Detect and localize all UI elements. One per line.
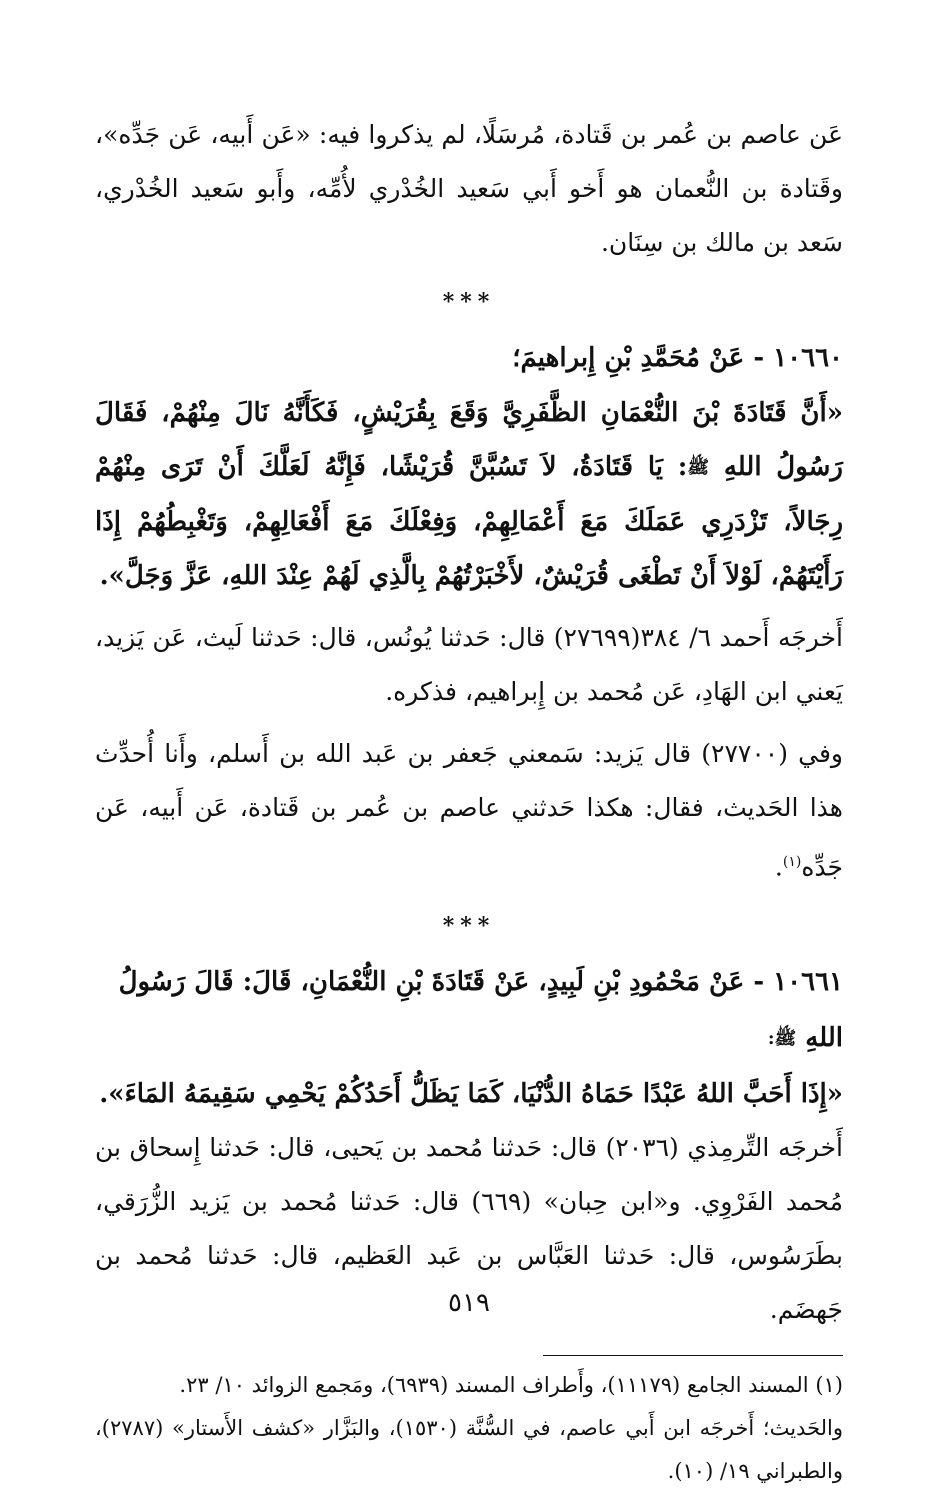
top-paragraph: عَن عاصم بن عُمر بن قَتادة، مُرسَلًا، لم يذكروا فيه: «عَن أَبيه، عَن جَدِّه»، وقَتادة بن النُّعمان هو أَخو أَبي سَعيد الخُدْري لأُمِّه، وأَبو سَعيد الخُدْري، سَعد بن مالك بن سِنَان. xyxy=(95,120,843,257)
hadith-10661-heading-text: ١٠٦٦١ - عَنْ مَحْمُودِ بْنِ لَبِيدٍ، عَنْ قَتَادَةَ بْنِ النُّعْمَانِ، قَالَ: قَالَ رَسُولُ اللهِ xyxy=(118,967,843,1054)
footnote-1: (١) المسند الجامع (١١١٧٩)، وأَطراف المسند (٦٩٣٩)، ومَجمع الزوائد ١٠/ ٢٣. xyxy=(179,1373,843,1398)
section-separator-2: *** xyxy=(442,913,496,940)
hadith-10660-text-b: : يَا قَتَادَةُ، لاَ تَسُبَّنَّ قُرَيْشًا، فَإِنَّهُ لَعَلَّكَ أَنْ تَرَى مِنْهُمْ رِجَالاً، تَزْدَرِي عَمَلَكَ مَعَ أَعْمَالِهِمْ، وَفِعْلَكَ مَعَ أَفْعَالِهِمْ، وَتَغْبِطُهُمْ إِذَا رَأَيْتَهُمْ، لَوْلاَ أَنْ تَطْغَى قُرَيْشٌ، لأَخْبَرْتُهُمْ بِالَّذِي لَهُمْ عِنْدَ اللهِ، عَزَّ وَجَلَّ». xyxy=(95,452,843,591)
takhrij-2-end: . xyxy=(774,852,783,882)
footnote-1-continued: والحَديث؛ أَخرجَه ابن أَبي عاصم، في السُّنَّة (١٥٣٠)، والبَزَّار «كشف الأَستار» (٢٧٨٧)، والطبراني ١٩/ (١٠). xyxy=(95,1416,843,1484)
hadith-10661-text: «إِذَا أَحَبَّ اللهُ عَبْدًا حَمَاهُ الدُّنْيَا، كَمَا يَظَلُّ أَحَدُكُمْ يَحْمِي سَقِيمَهُ المَاءَ». xyxy=(99,1079,843,1110)
footnotes xyxy=(95,1364,843,1493)
section-separator: *** xyxy=(442,289,496,315)
hadith-10661-takhrij: أَخرجَه التِّرمِذي (٢٠٣٦) قال: حَدثنا مُحمد بن يَحيى، قال: حَدثنا إِسحاق بن مُحمد الفَرْوِي. و«ابن حِبان» (٦٦٩) قال: حَدثنا مُحمد بن يَزيد الزُّرَقي، بطَرَسُوس، قال: حَدثنا العَبَّاس بن عَبد العَظيم، قال: حَدثنا مُحمد بن جَهضَم. xyxy=(95,1133,844,1325)
takhrij-2-text: وفي (٢٧٧٠٠) قال يَزيد: سَمعني جَعفر بن عَبد الله بن أَسلم، وأَنا أُحدِّث هذا الحَديث، فقال: هكذا حَدثني عاصم بن عُمر بن قَتادة، عَن أَبيه، عَن جَدِّه xyxy=(95,739,843,882)
salla-icon-2: ﷺ: xyxy=(767,1028,797,1050)
hadith-10660-text-a: «أَنَّ قَتَادَةَ بْنَ النُّعْمَانِ الظَّفَرِيَّ وَقَعَ بِقُرَيْشٍ، فَكَأَنَّهُ نَالَ مِنْهُمْ، فَقَالَ رَسُولُ اللهِ xyxy=(95,398,843,482)
hadith-10660-text xyxy=(95,386,843,603)
hadith-10661-heading xyxy=(95,954,843,1067)
footnote-divider xyxy=(543,1355,843,1356)
footnote-ref[interactable]: (١) xyxy=(782,854,802,870)
hadith-10660-takhrij-1: أَخرجَه أَحمد ٦/ ٣٨٤(٢٧٦٩٩) قال: حَدثنا يُونُس، قال: حَدثنا لَيث، عَن يَزيد، يَعني ابن الهَادِ، عَن مُحمد بن إِبراهيم، فذكره. xyxy=(95,623,844,706)
page-number: ٥١٩ xyxy=(448,1288,490,1318)
hadith-10660-takhrij-2 xyxy=(95,727,843,894)
salla-icon: ﷺ xyxy=(687,457,710,478)
hadith-10660-heading: ١٠٦٦٠ - عَنْ مُحَمَّدِ بْنِ إِبراهيمَ؛ xyxy=(512,343,843,373)
